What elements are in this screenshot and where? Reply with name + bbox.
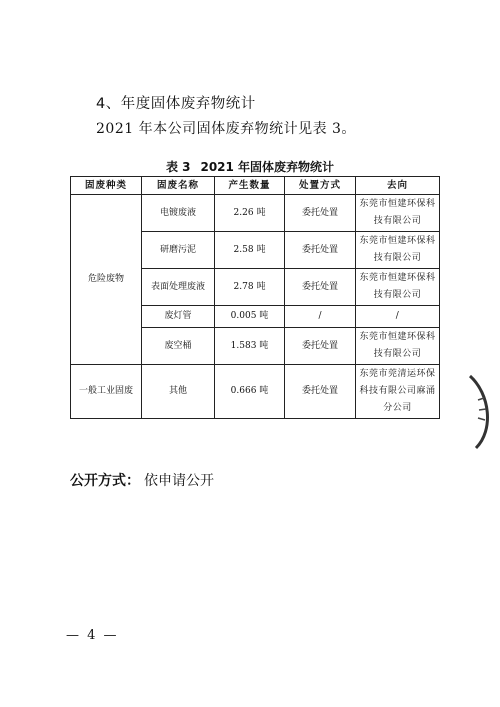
method-cell: 委托处置 xyxy=(285,195,356,232)
waste-type-cell: 一般工业固废 xyxy=(71,365,142,419)
amount-cell: 2.26 吨 xyxy=(215,195,285,232)
solid-waste-table xyxy=(70,176,440,419)
header-method: 处置方式 xyxy=(285,177,356,195)
amount-cell: 1.583 吨 xyxy=(215,328,285,365)
amount-cell: 0.666 吨 xyxy=(215,365,285,419)
disclosure-label: 公开方式： xyxy=(70,473,140,489)
waste-name-cell: 研磨污泥 xyxy=(142,232,215,269)
amount-cell: 2.78 吨 xyxy=(215,269,285,306)
section-heading: 4、年度固体废弃物统计 xyxy=(96,96,256,112)
table-caption-number: 表 3 xyxy=(165,160,191,174)
method-cell: 委托处置 xyxy=(285,232,356,269)
method-cell: / xyxy=(285,306,356,328)
disclosure-value: 依申请公开 xyxy=(144,473,214,489)
table-header-row xyxy=(71,177,440,195)
header-destination: 去向 xyxy=(356,177,440,195)
method-cell: 委托处置 xyxy=(285,328,356,365)
table-caption xyxy=(0,158,500,175)
waste-name-cell: 表面处理废液 xyxy=(142,269,215,306)
waste-name-cell: 废空桶 xyxy=(142,328,215,365)
destination-cell: 东莞市恒建环保科技有限公司 xyxy=(356,232,440,269)
table-row xyxy=(71,365,440,419)
destination-cell: 东莞市恒建环保科技有限公司 xyxy=(356,269,440,306)
table-row xyxy=(71,195,440,232)
amount-cell: 0.005 吨 xyxy=(215,306,285,328)
header-waste-type: 固废种类 xyxy=(71,177,142,195)
header-waste-name: 固废名称 xyxy=(142,177,215,195)
waste-name-cell: 其他 xyxy=(142,365,215,419)
waste-name-cell: 废灯管 xyxy=(142,306,215,328)
amount-cell: 2.58 吨 xyxy=(215,232,285,269)
destination-cell: 东莞市莞清运环保科技有限公司麻涌分公司 xyxy=(356,365,440,419)
destination-cell: / xyxy=(356,306,440,328)
waste-type-cell: 危险废物 xyxy=(71,195,142,365)
destination-cell: 东莞市恒建环保科技有限公司 xyxy=(356,328,440,365)
method-cell: 委托处置 xyxy=(285,269,356,306)
table-caption-title: 2021 年固体废弃物统计 xyxy=(200,160,335,174)
partial-seal-stamp xyxy=(468,372,500,452)
destination-cell: 东莞市恒建环保科技有限公司 xyxy=(356,195,440,232)
section-paragraph: 2021 年本公司固体废弃物统计见表 3。 xyxy=(96,121,356,137)
page-number: — 4 — xyxy=(66,628,119,643)
method-cell: 委托处置 xyxy=(285,365,356,419)
header-amount: 产生数量 xyxy=(215,177,285,195)
disclosure-line xyxy=(70,470,214,490)
waste-name-cell: 电镀废液 xyxy=(142,195,215,232)
